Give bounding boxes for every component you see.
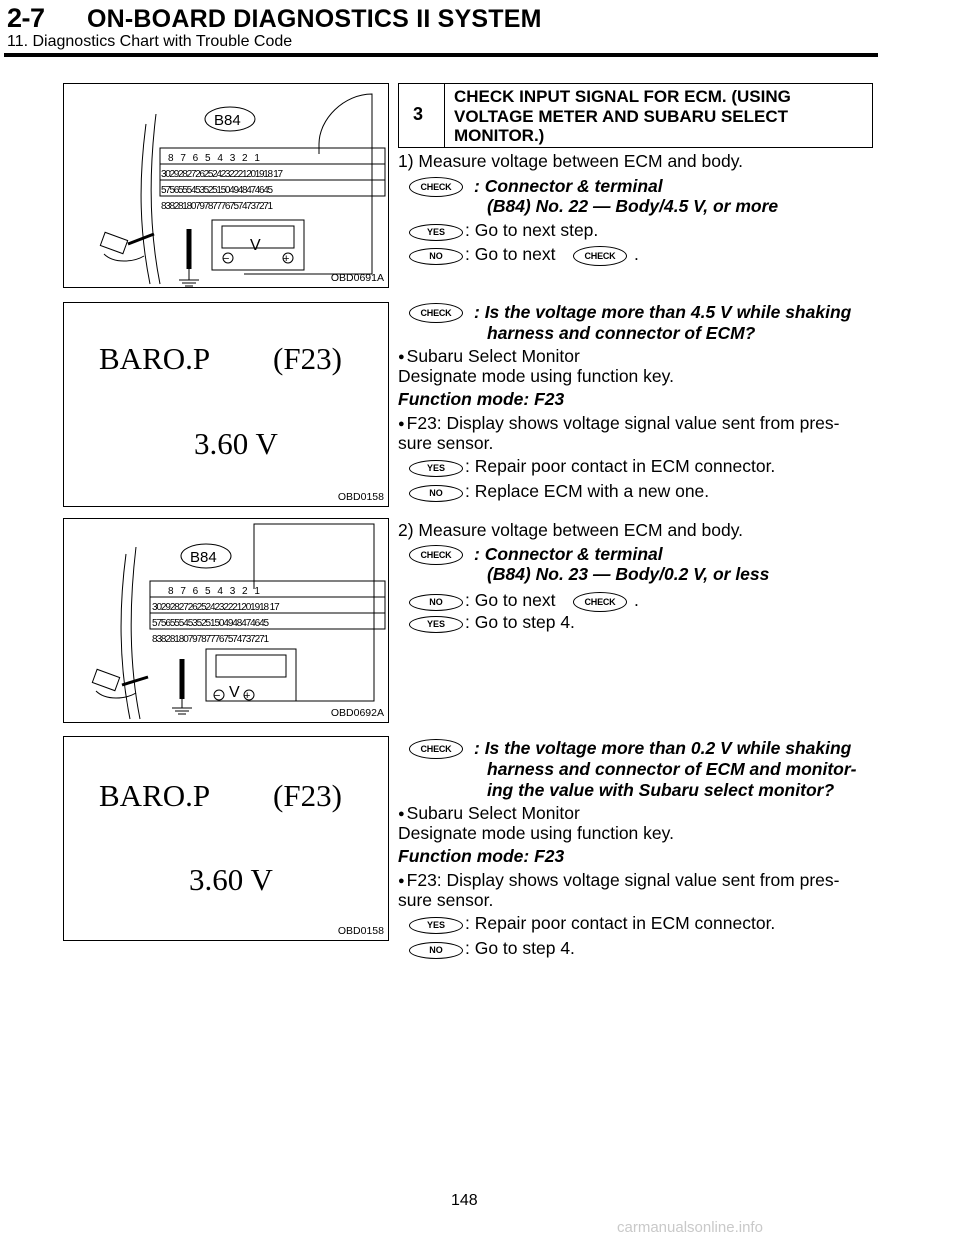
monitor-mode: (F23): [273, 778, 342, 813]
bullet-monitor-2: ● Subaru Select Monitor: [398, 803, 580, 827]
figure-code: OBD0158: [337, 925, 384, 937]
pin-row-4: 83828180797877767574737271: [161, 201, 272, 212]
yes-icon: YES: [409, 616, 463, 633]
yes-result-4: : Repair poor contact in ECM connector.: [465, 913, 776, 933]
watermark: carmanualsonline.info: [617, 1219, 763, 1236]
no-icon: NO: [409, 942, 463, 959]
figure-connector-1: [63, 83, 389, 288]
no-result-1-tail: .: [634, 244, 639, 264]
sensor-line-2: sure sensor.: [398, 890, 494, 910]
no-result-4: : Go to step 4.: [465, 938, 575, 958]
pin-row-1: 8 7 6 5 4 3 2 1: [168, 153, 262, 164]
yes-icon: YES: [409, 460, 463, 477]
figure-code: OBD0691A: [330, 272, 384, 284]
plus-terminal: +: [283, 253, 290, 265]
yes-icon: YES: [409, 224, 463, 241]
measure-instruction-1: 1) Measure voltage between ECM and body.: [398, 151, 744, 171]
step-number: 3: [413, 104, 424, 124]
check-icon: CHECK: [409, 545, 463, 565]
figure-monitor-1: [63, 302, 389, 507]
measure-instruction-2: 2) Measure voltage between ECM and body.: [398, 520, 744, 540]
figure-connector-2: [63, 518, 389, 723]
step-box-divider: [444, 84, 445, 147]
check-question-2: : Is the voltage more than 0.2 V while shaking: [474, 738, 852, 758]
step-title-line: MONITOR.): [454, 126, 545, 145]
monitor-value: 3.60 V: [194, 426, 278, 461]
check-question-2-cont2: ing the value with Subaru select monitor?: [487, 780, 835, 800]
yes-result-3: : Go to step 4.: [465, 612, 575, 632]
step-title-line: VOLTAGE METER AND SUBARU SELECT: [454, 106, 789, 126]
step-title: [454, 87, 791, 146]
page-subtitle: 11. Diagnostics Chart with Trouble Code: [7, 33, 293, 50]
no-result-1: : Go to next: [465, 244, 556, 264]
no-icon: NO: [409, 594, 463, 611]
pin-row-3: 57565554535251504948474645: [161, 185, 272, 196]
check-connector-2-detail: (B84) No. 23 — Body/0.2 V, or less: [487, 564, 770, 584]
volt-symbol: V: [250, 237, 261, 254]
check-icon: CHECK: [409, 303, 463, 323]
designate-mode-1: Designate mode using function key.: [398, 366, 674, 386]
pin-row-3: 57565554535251504948474645: [152, 618, 268, 629]
pin-row-2: 30292827262524232221201918 17: [161, 169, 282, 180]
check-connector-2: : Connector & terminal: [474, 544, 663, 564]
figure-monitor-2: [63, 736, 389, 941]
function-mode-2: Function mode: F23: [398, 846, 565, 866]
bullet-f23-1: ● F23: Display shows voltage signal value sent from pres-: [398, 413, 840, 437]
step-box: [398, 83, 873, 148]
check-icon: CHECK: [409, 739, 463, 759]
check-question-2-cont: harness and connector of ECM and monitor-: [487, 759, 857, 779]
plus-terminal: +: [244, 690, 251, 702]
no-result-2: : Replace ECM with a new one.: [465, 481, 710, 501]
connector-diagram-1: [64, 84, 390, 289]
pin-row-1: 8 7 6 5 4 3 2 1: [168, 586, 262, 597]
page-title: ON-BOARD DIAGNOSTICS II SYSTEM: [87, 5, 542, 33]
check-icon: CHECK: [409, 177, 463, 197]
minus-terminal: −: [223, 253, 230, 265]
figure-code: OBD0158: [337, 491, 384, 503]
figure-code: OBD0692A: [330, 707, 384, 719]
yes-result-2: : Repair poor contact in ECM connector.: [465, 456, 776, 476]
check-icon: CHECK: [573, 246, 627, 266]
no-result-3: : Go to next: [465, 590, 556, 610]
yes-icon: YES: [409, 917, 463, 934]
pin-row-4: 83828180797877767574737271: [152, 634, 268, 645]
sensor-line-1: sure sensor.: [398, 433, 494, 453]
bullet-f23-2: ● F23: Display shows voltage signal value sent from pres-: [398, 870, 840, 894]
no-result-3-tail: .: [634, 590, 639, 610]
connector-name: B84: [190, 549, 217, 566]
bullet-monitor-1: ● Subaru Select Monitor: [398, 346, 580, 370]
no-icon: NO: [409, 248, 463, 265]
function-mode-1: Function mode: F23: [398, 389, 565, 409]
section-number: 2-7: [7, 3, 45, 33]
monitor-mode: (F23): [273, 341, 342, 376]
check-question-1-cont: harness and connector of ECM?: [487, 323, 756, 343]
check-connector-1-detail: (B84) No. 22 — Body/4.5 V, or more: [487, 196, 779, 216]
monitor-value: 3.60 V: [189, 862, 273, 897]
pin-row-2: 30292827262524232221201918 17: [152, 602, 279, 613]
no-icon: NO: [409, 485, 463, 502]
page-number: 148: [451, 1192, 478, 1209]
connector-diagram-2: [64, 519, 390, 724]
monitor-param: BARO.P: [99, 341, 211, 376]
yes-result-1: : Go to next step.: [465, 220, 599, 240]
step-title-line: CHECK INPUT SIGNAL FOR ECM. (USING: [454, 87, 791, 106]
header-rule: [4, 53, 878, 57]
check-question-1: : Is the voltage more than 4.5 V while shaking: [474, 302, 852, 322]
check-connector-1: : Connector & terminal: [474, 176, 663, 196]
minus-terminal: −: [214, 690, 221, 702]
connector-name: B84: [214, 112, 241, 129]
designate-mode-2: Designate mode using function key.: [398, 823, 674, 843]
volt-symbol: V: [229, 684, 240, 701]
monitor-param: BARO.P: [99, 778, 211, 813]
check-icon: CHECK: [573, 592, 627, 612]
